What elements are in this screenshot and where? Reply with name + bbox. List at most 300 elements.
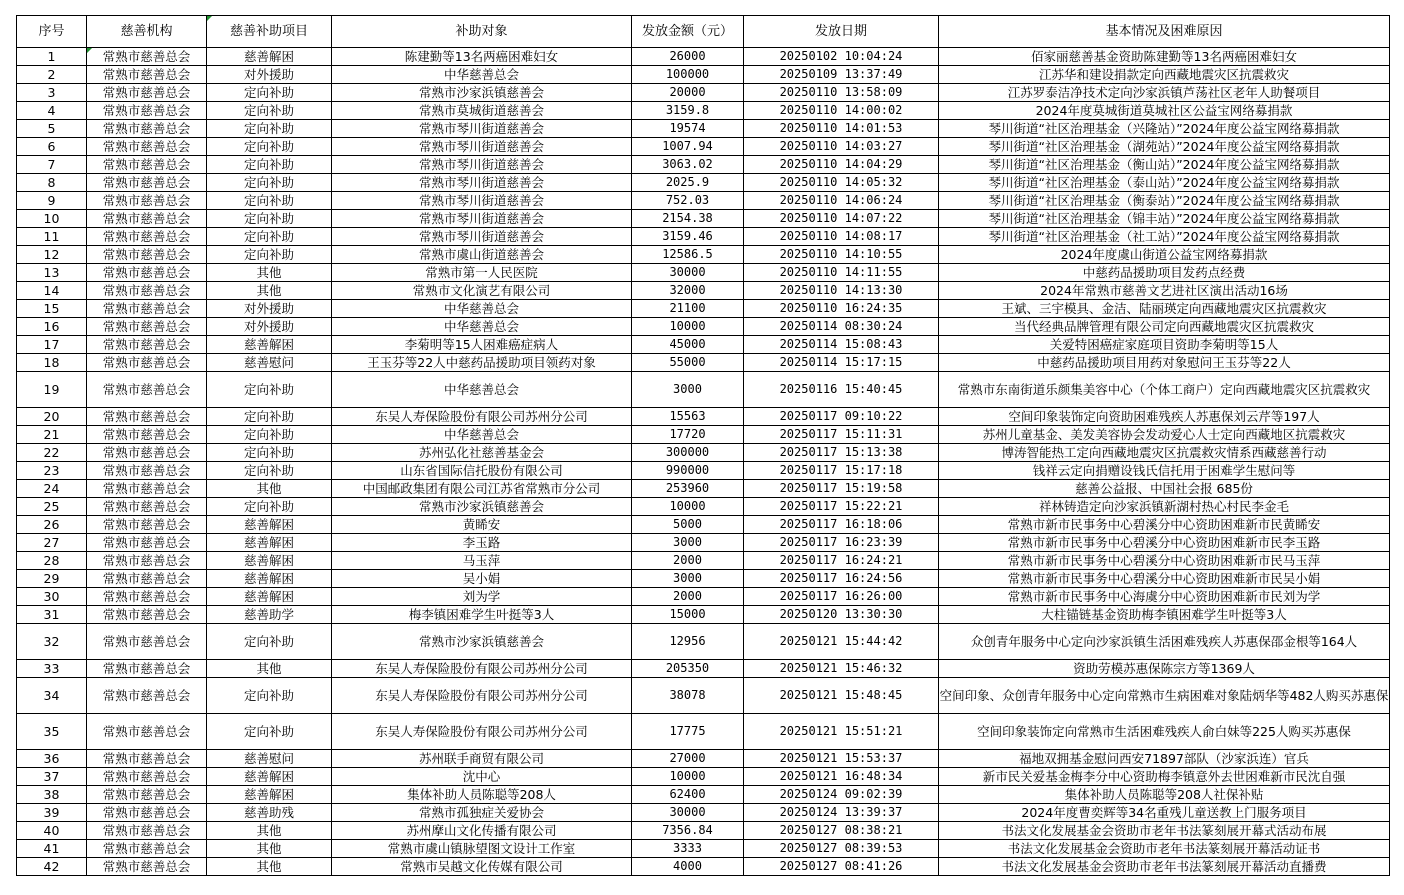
cell-index[interactable]: 32 <box>17 624 87 660</box>
cell-amount[interactable]: 2025.9 <box>632 174 744 192</box>
cell-index[interactable]: 40 <box>17 822 87 840</box>
cell-recipient[interactable]: 东吴人寿保险股份有限公司苏州分公司 <box>332 714 632 750</box>
cell-index[interactable]: 37 <box>17 768 87 786</box>
cell-reason[interactable]: 常熟市东南街道乐颜集美容中心（个体工商户）定向西藏地震灾区抗震救灾 <box>939 372 1390 408</box>
cell-date[interactable]: 20250117 15:22:21 <box>744 498 939 516</box>
cell-organization[interactable]: 常熟市慈善总会 <box>87 264 207 282</box>
header-project[interactable]: 慈善补助项目 <box>207 16 332 48</box>
cell-date[interactable]: 20250121 15:53:37 <box>744 750 939 768</box>
cell-index[interactable]: 4 <box>17 102 87 120</box>
cell-index[interactable]: 3 <box>17 84 87 102</box>
cell-organization[interactable]: 常熟市慈善总会 <box>87 552 207 570</box>
cell-project[interactable]: 慈善解困 <box>207 552 332 570</box>
cell-reason[interactable]: 琴川街道“社区治理基金（泰山站）”2024年度公益宝网络募捐款 <box>939 174 1390 192</box>
cell-reason[interactable]: 江苏罗泰洁净技术定向沙家浜镇芦荡社区老年人助餐项目 <box>939 84 1390 102</box>
cell-reason[interactable]: 资助劳模苏惠保陈宗方等1369人 <box>939 660 1390 678</box>
cell-index[interactable]: 35 <box>17 714 87 750</box>
cell-date[interactable]: 20250117 16:18:06 <box>744 516 939 534</box>
cell-amount[interactable]: 3063.02 <box>632 156 744 174</box>
cell-reason[interactable]: 琴川街道“社区治理基金（衡山站）”2024年度公益宝网络募捐款 <box>939 156 1390 174</box>
cell-date[interactable]: 20250117 15:19:58 <box>744 480 939 498</box>
cell-amount[interactable]: 15563 <box>632 408 744 426</box>
cell-project[interactable]: 定向补助 <box>207 444 332 462</box>
cell-date[interactable]: 20250124 13:39:37 <box>744 804 939 822</box>
cell-reason[interactable]: 苏州儿童基金、美发美容协会发动爱心人士定向西藏地区抗震救灾 <box>939 426 1390 444</box>
cell-organization[interactable]: 常熟市慈善总会 <box>87 246 207 264</box>
cell-organization[interactable]: 常熟市慈善总会 <box>87 282 207 300</box>
cell-index[interactable]: 33 <box>17 660 87 678</box>
cell-date[interactable]: 20250114 15:17:15 <box>744 354 939 372</box>
cell-organization[interactable]: 常熟市慈善总会 <box>87 516 207 534</box>
cell-index[interactable]: 21 <box>17 426 87 444</box>
cell-reason[interactable]: 常熟市新市民事务中心海虞分中心资助困难新市民刘为学 <box>939 588 1390 606</box>
cell-project[interactable]: 定向补助 <box>207 156 332 174</box>
cell-reason[interactable]: 琴川街道“社区治理基金（兴隆站）”2024年度公益宝网络募捐款 <box>939 120 1390 138</box>
cell-reason[interactable]: 2024年度曹奕辉等34名重残儿童送教上门服务项目 <box>939 804 1390 822</box>
cell-date[interactable]: 20250110 14:05:32 <box>744 174 939 192</box>
cell-project[interactable]: 定向补助 <box>207 210 332 228</box>
cell-date[interactable]: 20250109 13:37:49 <box>744 66 939 84</box>
cell-reason[interactable]: 众创青年服务中心定向沙家浜镇生活困难残疾人苏惠保邵金根等164人 <box>939 624 1390 660</box>
cell-recipient[interactable]: 吴小娟 <box>332 570 632 588</box>
cell-date[interactable]: 20250110 14:07:22 <box>744 210 939 228</box>
cell-recipient[interactable]: 常熟市琴川街道慈善会 <box>332 174 632 192</box>
cell-amount[interactable]: 32000 <box>632 282 744 300</box>
cell-date[interactable]: 20250116 15:40:45 <box>744 372 939 408</box>
cell-project[interactable]: 其他 <box>207 840 332 858</box>
cell-reason[interactable]: 常熟市新市民事务中心碧溪分中心资助困难新市民李玉路 <box>939 534 1390 552</box>
cell-date[interactable]: 20250127 08:38:21 <box>744 822 939 840</box>
cell-recipient[interactable]: 常熟市孤独症关爱协会 <box>332 804 632 822</box>
cell-project[interactable]: 慈善助学 <box>207 606 332 624</box>
cell-reason[interactable]: 书法文化发展基金会资助市老年书法篆刻展开幕活动证书 <box>939 840 1390 858</box>
cell-recipient[interactable]: 李菊明等15人困难癌症病人 <box>332 336 632 354</box>
cell-recipient[interactable]: 中华慈善总会 <box>332 372 632 408</box>
cell-project[interactable]: 对外援助 <box>207 318 332 336</box>
cell-index[interactable]: 18 <box>17 354 87 372</box>
cell-organization[interactable]: 常熟市慈善总会 <box>87 588 207 606</box>
cell-recipient[interactable]: 常熟市虞山街道慈善会 <box>332 246 632 264</box>
cell-organization[interactable]: 常熟市慈善总会 <box>87 822 207 840</box>
cell-index[interactable]: 10 <box>17 210 87 228</box>
cell-recipient[interactable]: 王玉芬等22人中慈药品援助项目领药对象 <box>332 354 632 372</box>
cell-date[interactable]: 20250121 16:48:34 <box>744 768 939 786</box>
cell-organization[interactable]: 常熟市慈善总会 <box>87 534 207 552</box>
cell-project[interactable]: 其他 <box>207 822 332 840</box>
cell-project[interactable]: 慈善解困 <box>207 786 332 804</box>
cell-recipient[interactable]: 常熟市沙家浜镇慈善会 <box>332 498 632 516</box>
cell-project[interactable]: 定向补助 <box>207 84 332 102</box>
cell-organization[interactable]: 常熟市慈善总会 <box>87 858 207 876</box>
cell-recipient[interactable]: 常熟市吴越文化传媒有限公司 <box>332 858 632 876</box>
cell-reason[interactable]: 中慈药品援助项目用药对象慰问王玉芬等22人 <box>939 354 1390 372</box>
cell-amount[interactable]: 205350 <box>632 660 744 678</box>
cell-amount[interactable]: 12586.5 <box>632 246 744 264</box>
cell-recipient[interactable]: 常熟市第一人民医院 <box>332 264 632 282</box>
cell-index[interactable]: 14 <box>17 282 87 300</box>
cell-reason[interactable]: 慈善公益报、中国社会报 685份 <box>939 480 1390 498</box>
cell-date[interactable]: 20250110 14:10:55 <box>744 246 939 264</box>
cell-index[interactable]: 42 <box>17 858 87 876</box>
cell-reason[interactable]: 琴川街道“社区治理基金（社工站）”2024年度公益宝网络募捐款 <box>939 228 1390 246</box>
header-recipient[interactable]: 补助对象 <box>332 16 632 48</box>
cell-organization[interactable]: 常熟市慈善总会 <box>87 300 207 318</box>
cell-project[interactable]: 定向补助 <box>207 408 332 426</box>
cell-project[interactable]: 定向补助 <box>207 678 332 714</box>
cell-recipient[interactable]: 常熟市沙家浜镇慈善会 <box>332 624 632 660</box>
cell-index[interactable]: 1 <box>17 48 87 66</box>
cell-index[interactable]: 6 <box>17 138 87 156</box>
cell-index[interactable]: 30 <box>17 588 87 606</box>
cell-organization[interactable]: 常熟市慈善总会 <box>87 426 207 444</box>
cell-organization[interactable]: 常熟市慈善总会 <box>87 498 207 516</box>
cell-project[interactable]: 定向补助 <box>207 102 332 120</box>
cell-organization[interactable]: 常熟市慈善总会 <box>87 606 207 624</box>
cell-organization[interactable]: 常熟市慈善总会 <box>87 660 207 678</box>
cell-organization[interactable]: 常熟市慈善总会 <box>87 480 207 498</box>
cell-amount[interactable]: 3159.8 <box>632 102 744 120</box>
cell-recipient[interactable]: 苏州联手商贸有限公司 <box>332 750 632 768</box>
cell-recipient[interactable]: 山东省国际信托股份有限公司 <box>332 462 632 480</box>
cell-reason[interactable]: 常熟市新市民事务中心碧溪分中心资助困难新市民马玉萍 <box>939 552 1390 570</box>
cell-reason[interactable]: 大柱锚链基金资助梅李镇困难学生叶挺等3人 <box>939 606 1390 624</box>
cell-date[interactable]: 20250114 15:08:43 <box>744 336 939 354</box>
cell-recipient[interactable]: 常熟市琴川街道慈善会 <box>332 210 632 228</box>
cell-project[interactable]: 慈善解困 <box>207 768 332 786</box>
cell-project[interactable]: 定向补助 <box>207 372 332 408</box>
cell-recipient[interactable]: 中华慈善总会 <box>332 426 632 444</box>
cell-recipient[interactable]: 陈建勤等13名两癌困难妇女 <box>332 48 632 66</box>
cell-date[interactable]: 20250114 08:30:24 <box>744 318 939 336</box>
cell-index[interactable]: 34 <box>17 678 87 714</box>
cell-amount[interactable]: 3333 <box>632 840 744 858</box>
cell-reason[interactable]: 博涛智能热工定向西藏地震灾区抗震救灾情系西藏慈善行动 <box>939 444 1390 462</box>
cell-reason[interactable]: 琴川街道“社区治理基金（湖苑站）”2024年度公益宝网络募捐款 <box>939 138 1390 156</box>
cell-project[interactable]: 慈善解困 <box>207 48 332 66</box>
cell-project[interactable]: 慈善解困 <box>207 570 332 588</box>
cell-recipient[interactable]: 常熟市琴川街道慈善会 <box>332 192 632 210</box>
cell-recipient[interactable]: 东吴人寿保险股份有限公司苏州分公司 <box>332 408 632 426</box>
cell-organization[interactable]: 常熟市慈善总会 <box>87 354 207 372</box>
cell-reason[interactable]: 2024年常熟市慈善文艺进社区演出活动16场 <box>939 282 1390 300</box>
cell-amount[interactable]: 100000 <box>632 66 744 84</box>
cell-reason[interactable]: 集体补助人员陈聪等208人社保补贴 <box>939 786 1390 804</box>
cell-amount[interactable]: 30000 <box>632 804 744 822</box>
cell-amount[interactable]: 5000 <box>632 516 744 534</box>
cell-date[interactable]: 20250110 14:01:53 <box>744 120 939 138</box>
cell-recipient[interactable]: 沈中心 <box>332 768 632 786</box>
cell-recipient[interactable]: 梅李镇困难学生叶挺等3人 <box>332 606 632 624</box>
cell-date[interactable]: 20250127 08:39:53 <box>744 840 939 858</box>
cell-amount[interactable]: 2154.38 <box>632 210 744 228</box>
cell-recipient[interactable]: 常熟市琴川街道慈善会 <box>332 156 632 174</box>
cell-reason[interactable]: 空间印象、众创青年服务中心定向常熟市生病困难对象陆炳华等482人购买苏惠保 <box>939 678 1390 714</box>
cell-organization[interactable]: 常熟市慈善总会 <box>87 318 207 336</box>
cell-reason[interactable]: 书法文化发展基金会资助市老年书法篆刻展开幕式活动布展 <box>939 822 1390 840</box>
cell-index[interactable]: 24 <box>17 480 87 498</box>
cell-recipient[interactable]: 常熟市琴川街道慈善会 <box>332 228 632 246</box>
cell-index[interactable]: 7 <box>17 156 87 174</box>
cell-amount[interactable]: 3000 <box>632 372 744 408</box>
cell-amount[interactable]: 17720 <box>632 426 744 444</box>
cell-date[interactable]: 20250110 16:24:35 <box>744 300 939 318</box>
cell-index[interactable]: 22 <box>17 444 87 462</box>
cell-date[interactable]: 20250117 15:17:18 <box>744 462 939 480</box>
cell-index[interactable]: 23 <box>17 462 87 480</box>
cell-index[interactable]: 8 <box>17 174 87 192</box>
cell-amount[interactable]: 45000 <box>632 336 744 354</box>
cell-recipient[interactable]: 常熟市虞山镇脉望图文设计工作室 <box>332 840 632 858</box>
cell-amount[interactable]: 27000 <box>632 750 744 768</box>
cell-date[interactable]: 20250120 13:30:30 <box>744 606 939 624</box>
cell-index[interactable]: 26 <box>17 516 87 534</box>
cell-organization[interactable]: 常熟市慈善总会 <box>87 156 207 174</box>
cell-project[interactable]: 对外援助 <box>207 300 332 318</box>
cell-index[interactable]: 25 <box>17 498 87 516</box>
cell-reason[interactable]: 常熟市新市民事务中心碧溪分中心资助困难新市民吴小娟 <box>939 570 1390 588</box>
cell-reason[interactable]: 琴川街道“社区治理基金（锦丰站）”2024年度公益宝网络募捐款 <box>939 210 1390 228</box>
cell-reason[interactable]: 常熟市新市民事务中心碧溪分中心资助困难新市民黄睎安 <box>939 516 1390 534</box>
cell-amount[interactable]: 19574 <box>632 120 744 138</box>
cell-amount[interactable]: 20000 <box>632 84 744 102</box>
cell-reason[interactable]: 中慈药品援助项目发药点经费 <box>939 264 1390 282</box>
cell-date[interactable]: 20250121 15:44:42 <box>744 624 939 660</box>
cell-date[interactable]: 20250102 10:04:24 <box>744 48 939 66</box>
cell-date[interactable]: 20250121 15:48:45 <box>744 678 939 714</box>
cell-organization[interactable]: 常熟市慈善总会 <box>87 570 207 588</box>
cell-index[interactable]: 28 <box>17 552 87 570</box>
cell-recipient[interactable]: 中华慈善总会 <box>332 318 632 336</box>
cell-index[interactable]: 2 <box>17 66 87 84</box>
cell-organization[interactable]: 常熟市慈善总会 <box>87 624 207 660</box>
header-organization[interactable]: 慈善机构 <box>87 16 207 48</box>
cell-recipient[interactable]: 刘为学 <box>332 588 632 606</box>
cell-amount[interactable]: 10000 <box>632 768 744 786</box>
cell-reason[interactable]: 空间印象装饰定向资助困难残疾人苏惠保刘云芹等197人 <box>939 408 1390 426</box>
cell-amount[interactable]: 3000 <box>632 534 744 552</box>
cell-date[interactable]: 20250110 14:00:02 <box>744 102 939 120</box>
cell-recipient[interactable]: 常熟市莫城街道慈善会 <box>332 102 632 120</box>
cell-date[interactable]: 20250127 08:41:26 <box>744 858 939 876</box>
cell-amount[interactable]: 7356.84 <box>632 822 744 840</box>
cell-amount[interactable]: 10000 <box>632 318 744 336</box>
cell-project[interactable]: 定向补助 <box>207 246 332 264</box>
cell-amount[interactable]: 2000 <box>632 588 744 606</box>
cell-organization[interactable]: 常熟市慈善总会 <box>87 408 207 426</box>
cell-organization[interactable]: 常熟市慈善总会 <box>87 138 207 156</box>
cell-project[interactable]: 定向补助 <box>207 120 332 138</box>
cell-reason[interactable]: 新市民关爱基金梅李分中心资助梅李镇意外去世困难新市民沈自强 <box>939 768 1390 786</box>
cell-index[interactable]: 29 <box>17 570 87 588</box>
cell-date[interactable]: 20250110 13:58:09 <box>744 84 939 102</box>
cell-reason[interactable]: 佰家丽慈善基金资助陈建勤等13名两癌困难妇女 <box>939 48 1390 66</box>
cell-reason[interactable]: 空间印象装饰定向常熟市生活困难残疾人俞白妹等225人购买苏惠保 <box>939 714 1390 750</box>
cell-index[interactable]: 15 <box>17 300 87 318</box>
cell-organization[interactable]: 常熟市慈善总会 <box>87 120 207 138</box>
cell-recipient[interactable]: 黄睎安 <box>332 516 632 534</box>
cell-project[interactable]: 慈善慰问 <box>207 354 332 372</box>
cell-index[interactable]: 31 <box>17 606 87 624</box>
cell-project[interactable]: 定向补助 <box>207 462 332 480</box>
cell-amount[interactable]: 30000 <box>632 264 744 282</box>
cell-index[interactable]: 11 <box>17 228 87 246</box>
cell-recipient[interactable]: 李玉路 <box>332 534 632 552</box>
cell-recipient[interactable]: 中华慈善总会 <box>332 300 632 318</box>
cell-index[interactable]: 20 <box>17 408 87 426</box>
cell-project[interactable]: 其他 <box>207 480 332 498</box>
cell-index[interactable]: 17 <box>17 336 87 354</box>
cell-organization[interactable]: 常熟市慈善总会 <box>87 840 207 858</box>
cell-project[interactable]: 其他 <box>207 660 332 678</box>
cell-index[interactable]: 13 <box>17 264 87 282</box>
cell-project[interactable]: 慈善解困 <box>207 516 332 534</box>
cell-index[interactable]: 12 <box>17 246 87 264</box>
cell-organization[interactable]: 常熟市慈善总会 <box>87 48 207 66</box>
cell-recipient[interactable]: 常熟市沙家浜镇慈善会 <box>332 84 632 102</box>
cell-index[interactable]: 41 <box>17 840 87 858</box>
cell-project[interactable]: 定向补助 <box>207 624 332 660</box>
cell-project[interactable]: 慈善助残 <box>207 804 332 822</box>
cell-organization[interactable]: 常熟市慈善总会 <box>87 174 207 192</box>
cell-organization[interactable]: 常熟市慈善总会 <box>87 678 207 714</box>
cell-amount[interactable]: 300000 <box>632 444 744 462</box>
cell-organization[interactable]: 常熟市慈善总会 <box>87 210 207 228</box>
cell-organization[interactable]: 常熟市慈善总会 <box>87 84 207 102</box>
cell-reason[interactable]: 当代经典品牌管理有限公司定向西藏地震灾区抗震救灾 <box>939 318 1390 336</box>
cell-project[interactable]: 其他 <box>207 264 332 282</box>
cell-organization[interactable]: 常熟市慈善总会 <box>87 750 207 768</box>
cell-project[interactable]: 定向补助 <box>207 714 332 750</box>
cell-index[interactable]: 39 <box>17 804 87 822</box>
cell-index[interactable]: 27 <box>17 534 87 552</box>
cell-date[interactable]: 20250117 15:13:38 <box>744 444 939 462</box>
cell-amount[interactable]: 21100 <box>632 300 744 318</box>
cell-date[interactable]: 20250121 15:46:32 <box>744 660 939 678</box>
cell-project[interactable]: 定向补助 <box>207 138 332 156</box>
cell-date[interactable]: 20250117 15:11:31 <box>744 426 939 444</box>
cell-date[interactable]: 20250117 16:23:39 <box>744 534 939 552</box>
cell-amount[interactable]: 990000 <box>632 462 744 480</box>
header-index[interactable]: 序号 <box>17 16 87 48</box>
cell-project[interactable]: 定向补助 <box>207 498 332 516</box>
cell-date[interactable]: 20250117 09:10:22 <box>744 408 939 426</box>
cell-amount[interactable]: 15000 <box>632 606 744 624</box>
cell-recipient[interactable]: 常熟市文化演艺有限公司 <box>332 282 632 300</box>
cell-organization[interactable]: 常熟市慈善总会 <box>87 102 207 120</box>
cell-recipient[interactable]: 中华慈善总会 <box>332 66 632 84</box>
cell-project[interactable]: 定向补助 <box>207 174 332 192</box>
cell-reason[interactable]: 祥林铸造定向沙家浜镇新湖村热心村民李金毛 <box>939 498 1390 516</box>
cell-reason[interactable]: 钱祥云定向捐赠设钱氏信托用于困难学生慰问等 <box>939 462 1390 480</box>
cell-index[interactable]: 5 <box>17 120 87 138</box>
cell-reason[interactable]: 江苏华和建设捐款定向西藏地震灾区抗震救灾 <box>939 66 1390 84</box>
cell-recipient[interactable]: 常熟市琴川街道慈善会 <box>332 138 632 156</box>
cell-date[interactable]: 20250117 16:26:00 <box>744 588 939 606</box>
cell-amount[interactable]: 10000 <box>632 498 744 516</box>
cell-date[interactable]: 20250110 14:13:30 <box>744 282 939 300</box>
cell-date[interactable]: 20250121 15:51:21 <box>744 714 939 750</box>
cell-project[interactable]: 其他 <box>207 858 332 876</box>
header-amount[interactable]: 发放金额（元） <box>632 16 744 48</box>
cell-amount[interactable]: 12956 <box>632 624 744 660</box>
cell-index[interactable]: 19 <box>17 372 87 408</box>
cell-amount[interactable]: 55000 <box>632 354 744 372</box>
cell-project[interactable]: 慈善解困 <box>207 534 332 552</box>
cell-index[interactable]: 38 <box>17 786 87 804</box>
cell-amount[interactable]: 3159.46 <box>632 228 744 246</box>
cell-project[interactable]: 其他 <box>207 282 332 300</box>
cell-organization[interactable]: 常熟市慈善总会 <box>87 714 207 750</box>
cell-date[interactable]: 20250124 09:02:39 <box>744 786 939 804</box>
cell-date[interactable]: 20250110 14:06:24 <box>744 192 939 210</box>
cell-recipient[interactable]: 东吴人寿保险股份有限公司苏州分公司 <box>332 678 632 714</box>
cell-amount[interactable]: 62400 <box>632 786 744 804</box>
cell-amount[interactable]: 17775 <box>632 714 744 750</box>
cell-date[interactable]: 20250110 14:11:55 <box>744 264 939 282</box>
cell-reason[interactable]: 王斌、三宇模具、金洁、陆丽瑛定向西藏地震灾区抗震救灾 <box>939 300 1390 318</box>
cell-amount[interactable]: 752.03 <box>632 192 744 210</box>
cell-amount[interactable]: 1007.94 <box>632 138 744 156</box>
cell-reason[interactable]: 2024年度莫城街道莫城社区公益宝网络募捐款 <box>939 102 1390 120</box>
cell-organization[interactable]: 常熟市慈善总会 <box>87 786 207 804</box>
cell-index[interactable]: 36 <box>17 750 87 768</box>
cell-organization[interactable]: 常熟市慈善总会 <box>87 192 207 210</box>
cell-project[interactable]: 对外援助 <box>207 66 332 84</box>
cell-reason[interactable]: 琴川街道“社区治理基金（衡泰站）”2024年度公益宝网络募捐款 <box>939 192 1390 210</box>
cell-amount[interactable]: 4000 <box>632 858 744 876</box>
cell-recipient[interactable]: 苏州摩山文化传播有限公司 <box>332 822 632 840</box>
cell-organization[interactable]: 常熟市慈善总会 <box>87 444 207 462</box>
cell-project[interactable]: 定向补助 <box>207 426 332 444</box>
cell-project[interactable]: 定向补助 <box>207 228 332 246</box>
cell-recipient[interactable]: 中国邮政集团有限公司江苏省常熟市分公司 <box>332 480 632 498</box>
cell-reason[interactable]: 书法文化发展基金会资助市老年书法篆刻展开幕活动直播费 <box>939 858 1390 876</box>
cell-project[interactable]: 定向补助 <box>207 192 332 210</box>
cell-organization[interactable]: 常熟市慈善总会 <box>87 336 207 354</box>
cell-project[interactable]: 慈善解困 <box>207 588 332 606</box>
cell-date[interactable]: 20250110 14:08:17 <box>744 228 939 246</box>
header-reason[interactable]: 基本情况及困难原因 <box>939 16 1390 48</box>
cell-amount[interactable]: 253960 <box>632 480 744 498</box>
cell-recipient[interactable]: 马玉萍 <box>332 552 632 570</box>
cell-organization[interactable]: 常熟市慈善总会 <box>87 372 207 408</box>
cell-reason[interactable]: 2024年度虞山街道公益宝网络募捐款 <box>939 246 1390 264</box>
cell-date[interactable]: 20250117 16:24:56 <box>744 570 939 588</box>
cell-organization[interactable]: 常熟市慈善总会 <box>87 228 207 246</box>
cell-project[interactable]: 慈善解困 <box>207 336 332 354</box>
cell-amount[interactable]: 3000 <box>632 570 744 588</box>
cell-reason[interactable]: 关爱特困癌症家庭项目资助李菊明等15人 <box>939 336 1390 354</box>
cell-recipient[interactable]: 苏州弘化社慈善基金会 <box>332 444 632 462</box>
cell-date[interactable]: 20250110 14:04:29 <box>744 156 939 174</box>
cell-organization[interactable]: 常熟市慈善总会 <box>87 66 207 84</box>
cell-index[interactable]: 9 <box>17 192 87 210</box>
cell-amount[interactable]: 26000 <box>632 48 744 66</box>
cell-project[interactable]: 慈善慰问 <box>207 750 332 768</box>
cell-organization[interactable]: 常熟市慈善总会 <box>87 804 207 822</box>
cell-amount[interactable]: 38078 <box>632 678 744 714</box>
cell-organization[interactable]: 常熟市慈善总会 <box>87 462 207 480</box>
cell-organization[interactable]: 常熟市慈善总会 <box>87 768 207 786</box>
cell-recipient[interactable]: 常熟市琴川街道慈善会 <box>332 120 632 138</box>
cell-date[interactable]: 20250117 16:24:21 <box>744 552 939 570</box>
header-date[interactable]: 发放日期 <box>744 16 939 48</box>
cell-reason[interactable]: 福地双拥基金慰问西安71897部队（沙家浜连）官兵 <box>939 750 1390 768</box>
cell-amount[interactable]: 2000 <box>632 552 744 570</box>
cell-recipient[interactable]: 集体补助人员陈聪等208人 <box>332 786 632 804</box>
cell-date[interactable]: 20250110 14:03:27 <box>744 138 939 156</box>
cell-index[interactable]: 16 <box>17 318 87 336</box>
